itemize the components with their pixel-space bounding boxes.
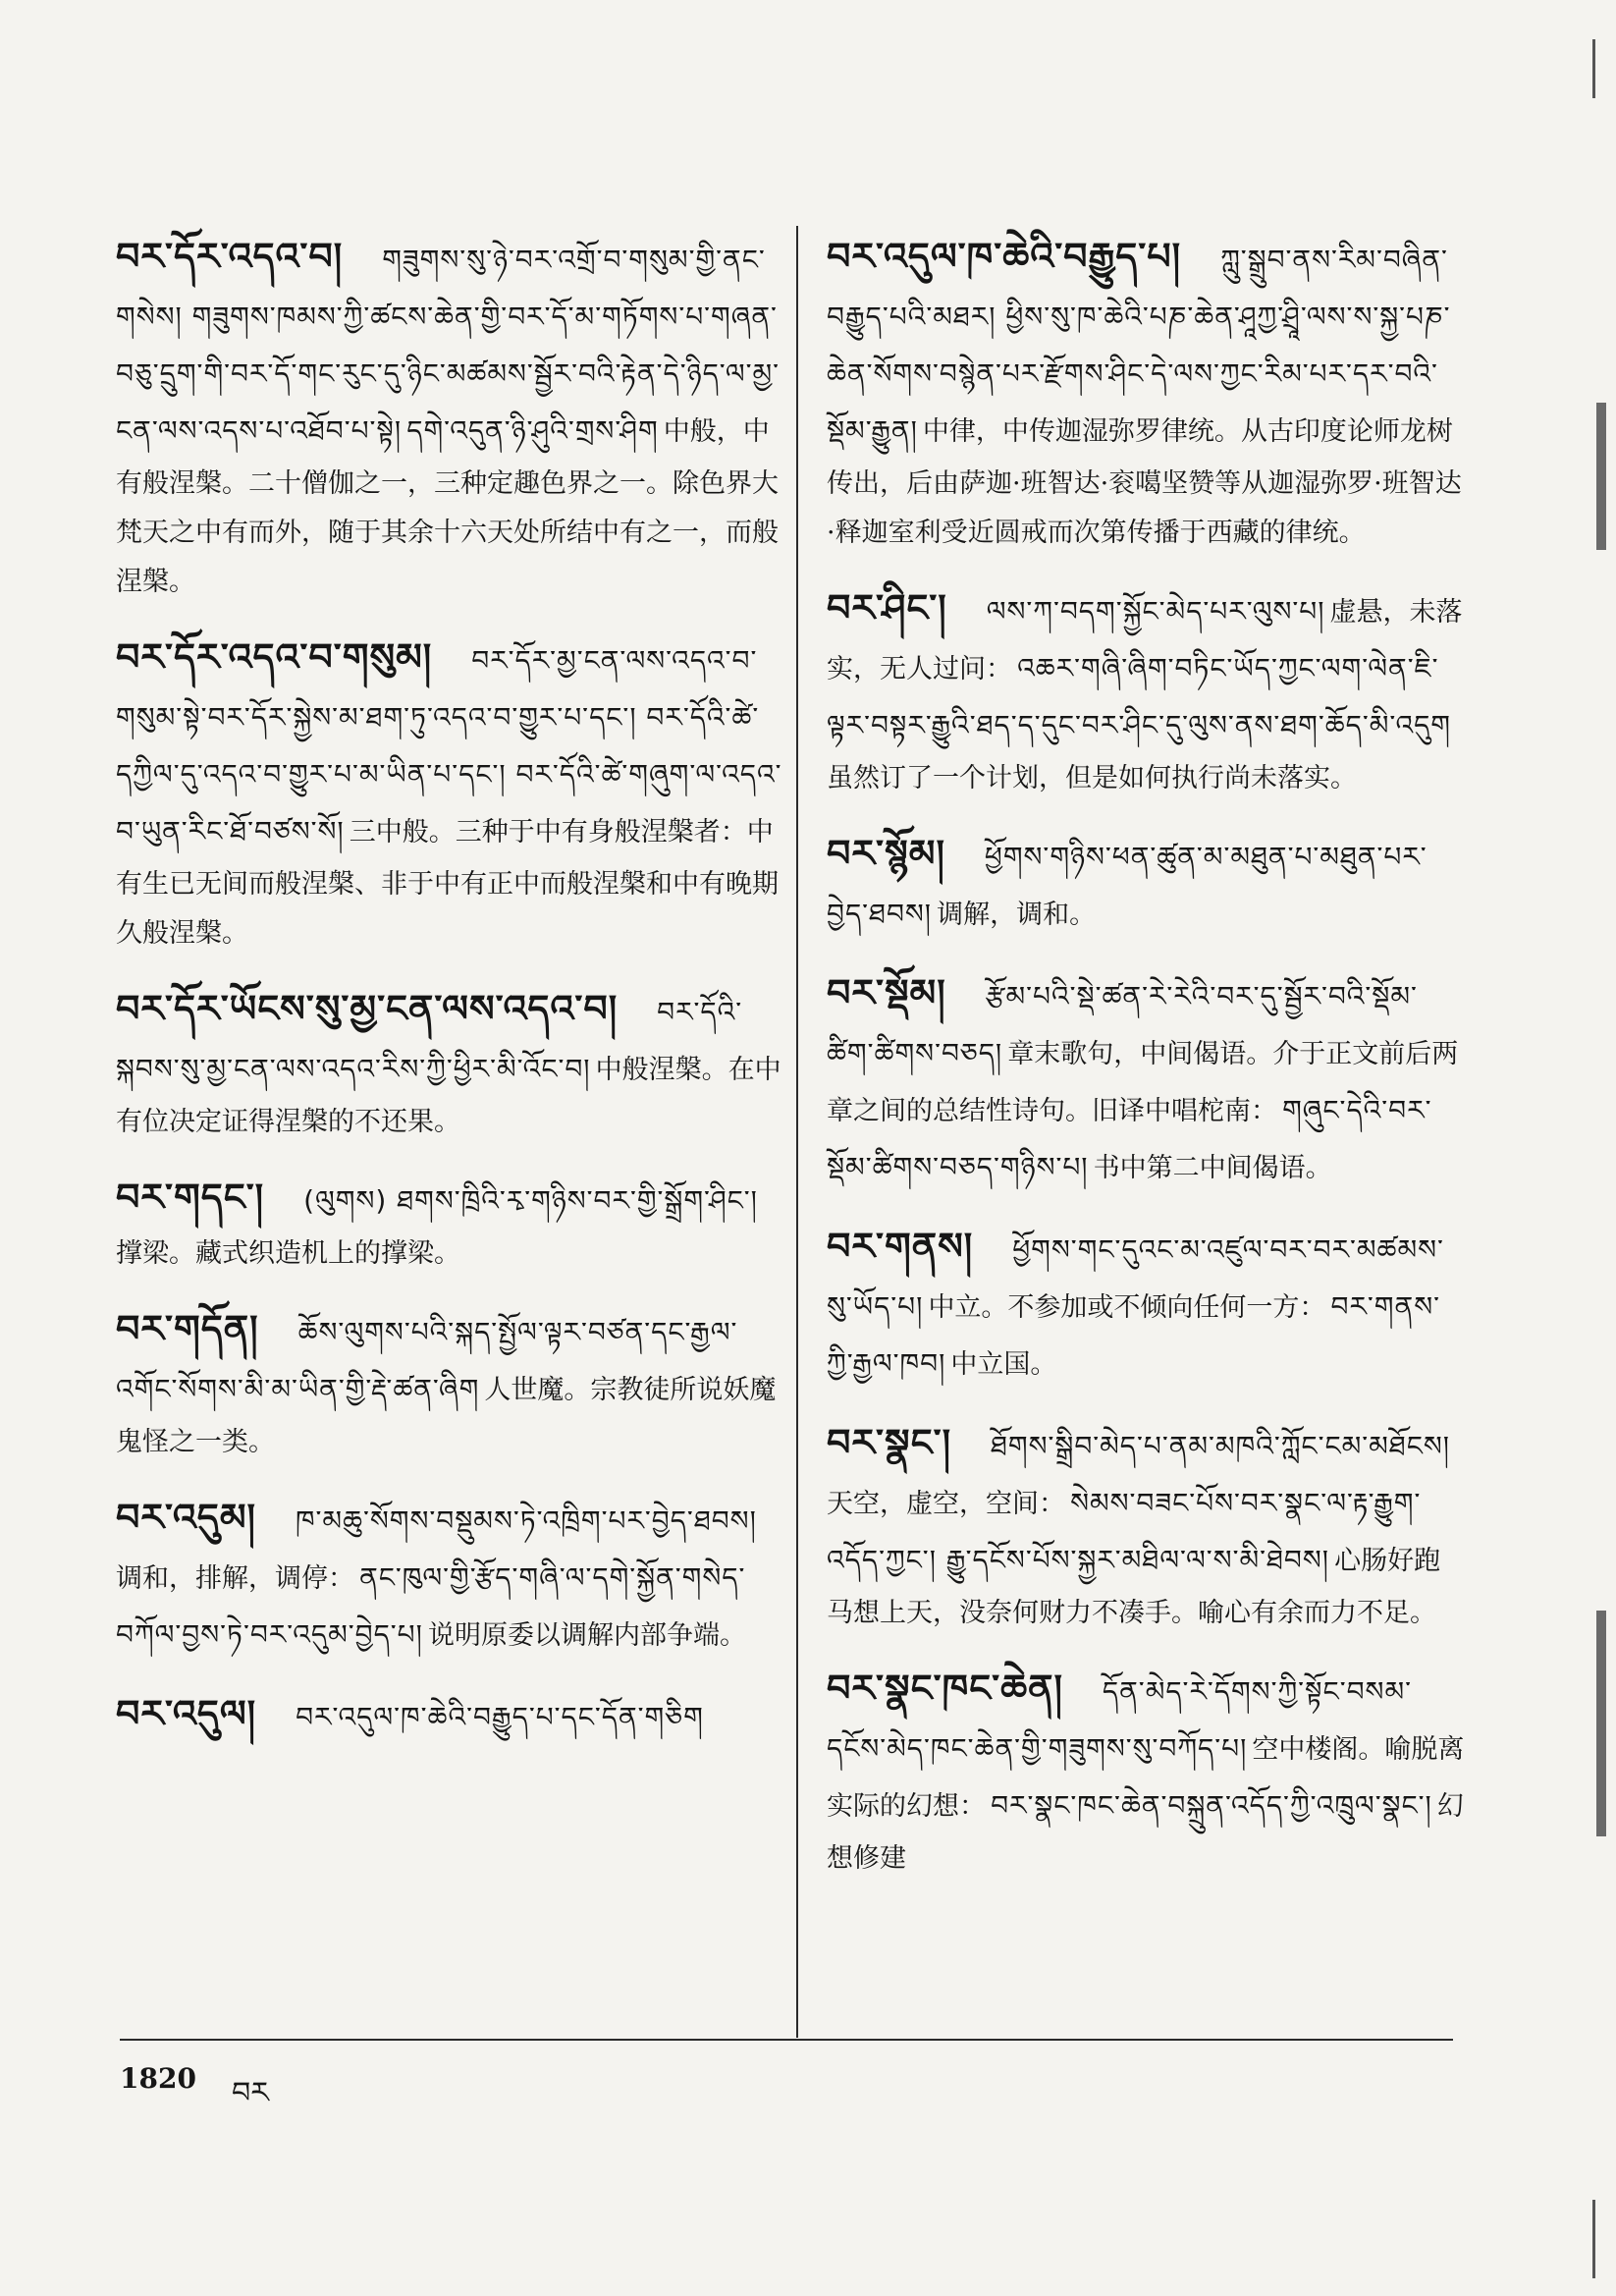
entry-headword: བར་དོར་འདའ་བ། [116,235,344,278]
tibetan-definition: བར་དོར་མྱ་ངན་ལས་འདའ་བ་གསུམ་སྟེ་བར་དོར་སྐྱེས་མ་ཐག་ཏུ་འདའ་བ་གྱུར་པ་དང་། བར་དོའི་ཚེ་དཀྱིལ་དུ་འདའ་བ་གྱུར་པ་མ་ཡིན་པ་དང་། བར་དོའི་ཚེ་གཞུག་ལ་འདའ་བ་ཡུན་རིང་ཐོ་བཙས་སོ། [116,644,782,847]
chinese-definition: 调和，排解，调停： [116,1563,354,1594]
chinese-definition: 虚悬，未落实，无人过问： [827,597,1463,684]
tibetan-definition: ཕྱོགས་གཉིས་ཕན་ཚུན་མ་མཐུན་པ་མཐུན་པར་བྱེད་ཐབས། [827,841,1427,930]
dictionary-entry [116,629,783,958]
chinese-definition: 人世魔。宗教徒所说妖魔鬼怪之一类。 [116,1375,777,1457]
tibetan-definition: དོན་མེད་རེ་དོགས་ཀྱི་སྟོང་བསམ་དངོས་མེད་ཁང་ཆེན་གྱི་གཟུགས་སུ་བཀོད་པ། [827,1675,1412,1765]
scan-edge-mark [1596,403,1606,550]
scan-edge-mark [1592,2200,1595,2278]
dictionary-entry [827,1218,1465,1393]
chinese-definition: 撑梁。藏式织造机上的撑梁。 [116,1238,460,1269]
running-head: བར [232,2076,269,2110]
tibetan-definition: སེམས་བཟང་པོས་བར་སྣང་ལ་རྟ་རྒྱུག་འདོད་ཀྱང་། རྒྱུ་དངོས་པོས་སྐྱར་མཐིལ་ལ་ས་མི་ཐེབས། [827,1487,1422,1576]
dictionary-entry [116,1489,783,1664]
dictionary-entry [827,228,1465,558]
chinese-definition: 三中般。三种于中有身般涅槃者：中有生已无间而般涅槃、非于中有正中而般涅槃和中有晚期久般涅槃。 [116,817,779,949]
entry-headword: བར་སྣང་། [827,1421,952,1464]
chinese-definition: 说明原委以调解内部争端。 [427,1620,746,1651]
scan-edge-mark [1596,1611,1606,1836]
entry-headword: བར་འདུམ། [116,1496,256,1539]
chinese-definition: 调解，调和。 [937,900,1097,930]
tibetan-definition: ནང་ཁུལ་གྱི་རྩོད་གཞི་ལ་དགེ་སྐྱོན་གསེད་བཀོལ་བྱས་ཏེ་བར་འདུམ་བྱེད་པ། [116,1561,746,1651]
tibetan-definition: བར་སྣང་ཁང་ཆེན་བསྐྲུན་འདོད་ཀྱི་འཁྲུལ་སྣང་། [991,1789,1432,1822]
chinese-definition: 中律，中传迦湿弥罗律统。从古印度论师龙树传出，后由萨迦·班智达·衮噶坚赞等从迦湿弥罗·班智达·释迦室利受近圆戒而次第传播于西藏的律统。 [827,416,1462,548]
chinese-definition: 章末歌句，中间偈语。介于正文前后两章之间的总结性诗句。旧译中唱柁南： [827,1039,1459,1126]
dictionary-entry [827,964,1465,1196]
tibetan-definition: གཟུགས་སུ་ཉེ་བར་འགྲོ་བ་གསུམ་གྱི་ནང་གསེས། གཟུགས་ཁམས་ཀྱི་ཚངས་ཆེན་གྱི་བར་དོ་མ་གཏོགས་པ་གཞན་བཅུ་དྲུག་གི་བར་དོ་གང་རུང་དུ་ཉིང་མཚམས་སྦྱོར་བའི་རྟེན་དེ་ཉིད་ལ་མྱ་ངན་ལས་འདས་པ་འཐོབ་པ་སྟེ། [116,244,781,447]
dictionary-entry [827,579,1465,803]
chinese-definition: 中立国。 [950,1349,1057,1380]
entry-headword: བར་ཤིང་། [827,586,947,629]
entry-headword: བར་སྙོམ། [827,832,945,875]
tibetan-definition: གཞུང་དེའི་བར་སྡོམ་ཚིགས་བཅད་གཉིས་པ། [827,1094,1432,1183]
tibetan-definition: ཐོགས་སྒྲིབ་མེད་པ་ནམ་མཁའི་ཀློང་ངམ་མཐོངས། [991,1430,1450,1462]
tibetan-definition: ཆོས་ལུགས་པའི་སྐད་སྤྱོལ་ལྟར་བཙན་དང་རྒྱལ་འགོང་སོགས་མི་མ་ཡིན་གྱི་རྡེ་ཚན་ཞིག [116,1316,738,1405]
tibetan-definition: དགེ་འདུན་ཉི་ཤུའི་གྲས་ཤིག [406,414,659,447]
footer-rule [120,2039,1453,2041]
dictionary-entry [827,825,1465,943]
tibetan-definition: ཁ་མཆུ་སོགས་བསྡུམས་ཏེ་འཁྲིག་པར་བྱེད་ཐབས། [295,1504,757,1537]
entry-headword: བར་སྡོམ། [827,971,946,1014]
entry-headword: བར་གནས། [827,1225,974,1268]
tibetan-definition: (ལུགས) ཐགས་ཁྲིའི་རྭ་གཉིས་བར་གྱི་སྒྲོག་ཤིང་། [303,1184,758,1217]
right-column [827,228,1465,1905]
chinese-definition: 中般，中有般涅槃。二十僧伽之一，三种定趣色界之一。除色界大梵天之中有而外，随于其余十六天处所结中有之一，而般涅槃。 [116,416,779,597]
entry-headword: བར་དོར་ཡོངས་སུ་མྱ་ངན་ལས་འདའ་བ། [116,987,619,1030]
dictionary-entry [827,1414,1465,1638]
entry-headword: བར་སྣང་ཁང་ཆེན། [827,1667,1063,1710]
tibetan-definition: ཀླུ་སྒྲུབ་ནས་རིམ་བཞིན་བརྒྱུད་པའི་མཐར། ཕྱིས་སུ་ཁ་ཆེའི་པཎ་ཆེན་ཤཱཀྱ་ཤྲཱི་ལས་ས་སྐྱ་པཎ་ཆེན་སོགས་བསྙེན་པར་རྫོགས་ཤིང་དེ་ལས་ཀྱང་རིམ་པར་དར་བའི་སྡོམ་རྒྱུན། [827,244,1451,447]
dictionary-entry [827,1660,1465,1884]
chinese-definition: 中立。不参加或不倾向任何一方： [928,1292,1326,1323]
tibetan-definition: བར་དོའི་སྐབས་སུ་མྱ་ངན་ལས་འདའ་རིས་ཀྱི་ཕྱིར་མི་འོང་བ། [116,996,743,1085]
chinese-definition: 虽然订了一个计划，但是如何执行尚未落实。 [827,763,1357,793]
chinese-definition: 空中楼阁。喻脱离实际的幻想： [827,1734,1465,1822]
dictionary-entry [116,228,783,607]
tibetan-definition: རྩོམ་པའི་སྡེ་ཚན་རེ་རེའི་བར་དུ་སྦྱོར་བའི་སྡོམ་ཚིག་ཚིགས་བཅད། [827,980,1418,1069]
page-number: 1820 [120,2062,196,2095]
tibetan-definition: བར་འདུལ་ཁ་ཆེའི་བརྒྱུད་པ་དང་དོན་གཅིག [296,1701,704,1733]
left-column [116,228,783,1768]
column-divider [796,226,798,2038]
chinese-definition: 中般涅槃。在中有位决定证得涅槃的不还果。 [116,1055,781,1137]
dictionary-entry [116,1300,783,1467]
entry-headword: བར་གདོན། [116,1307,259,1350]
chinese-definition: 天空，虚空，空间： [827,1489,1065,1519]
tibetan-definition: འཆར་གཞི་ཞིག་བཏིང་ཡོད་ཀྱང་ལག་ལེན་ཇི་ལྟར་བསྟར་རྒྱུའི་ཐད་ད་དུང་བར་ཤིང་དུ་ལུས་ནས་ཐག་ཆོད་མི་འདུག [827,652,1452,741]
entry-headword: བར་འདུལ། [116,1692,257,1735]
dictionary-entry [116,1169,783,1279]
entry-headword: བར་འདུལ་ཁ་ཆེའི་བརྒྱུད་པ། [827,235,1182,278]
chinese-definition: 心肠好跑马想上天，没奈何财力不凑手。喻心有余而力不足。 [827,1546,1441,1628]
dictionary-entry [116,980,783,1147]
entry-headword: བར་གདང་། [116,1175,265,1219]
chinese-definition: 幻想修建 [827,1791,1464,1874]
entry-headword: བར་དོར་འདའ་བ་གསུམ། [116,635,433,679]
scan-edge-mark [1592,39,1595,98]
dictionary-entry [116,1685,783,1746]
tibetan-definition: ལས་ཀ་བདག་སྐྱོང་མེད་པར་ལུས་པ། [986,595,1325,628]
tibetan-definition: བར་གནས་ཀྱི་རྒྱལ་ཁབ། [827,1290,1440,1380]
tibetan-definition: ཕྱོགས་གང་དུའང་མ་འཛུལ་བར་བར་མཚམས་སུ་ཡོད་པ། [827,1233,1444,1323]
chinese-definition: 书中第二中间偈语。 [1093,1153,1332,1183]
